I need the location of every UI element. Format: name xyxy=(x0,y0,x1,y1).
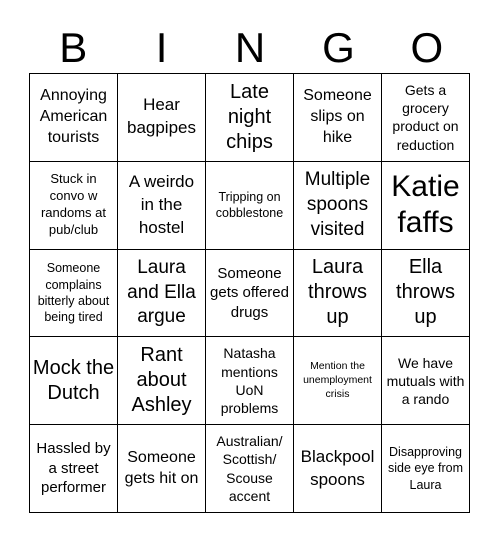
header-letter-g: G xyxy=(322,24,355,71)
bingo-cell[interactable]: Natasha mentions UoN problems xyxy=(206,337,294,425)
bingo-cell[interactable]: Rant about Ashley xyxy=(118,337,206,425)
bingo-cell[interactable]: Someone complains bitterly about being tired xyxy=(30,250,118,338)
bingo-cell[interactable]: Hassled by a street performer xyxy=(30,425,118,513)
bingo-cell[interactable]: Hear bagpipes xyxy=(118,74,206,162)
bingo-cell[interactable]: Someone gets hit on xyxy=(118,425,206,513)
bingo-cell[interactable]: Laura and Ella argue xyxy=(118,250,206,338)
bingo-cell[interactable]: Multiple spoons visited xyxy=(294,162,382,250)
bingo-cell[interactable]: Laura throws up xyxy=(294,250,382,338)
bingo-cell[interactable]: Someone slips on hike xyxy=(294,74,382,162)
bingo-cell[interactable]: Mock the Dutch xyxy=(30,337,118,425)
bingo-card-grid xyxy=(29,73,470,513)
bingo-cell[interactable]: Mention the unemployment crisis xyxy=(294,337,382,425)
bingo-cell[interactable]: Late night chips xyxy=(206,74,294,162)
header-letter-i: I xyxy=(155,24,168,71)
header-letter-b: B xyxy=(59,24,88,71)
bingo-cell[interactable]: Tripping on cobblestone xyxy=(206,162,294,250)
bingo-cell[interactable]: Disapproving side eye from Laura xyxy=(382,425,470,513)
header-letter-o: O xyxy=(410,24,444,71)
bingo-cell[interactable]: Katie faffs xyxy=(382,162,470,250)
bingo-cell[interactable]: Australian/ Scottish/ Scouse accent xyxy=(206,425,294,513)
bingo-cell[interactable]: Blackpool spoons xyxy=(294,425,382,513)
bingo-cell[interactable]: Stuck in convo w randoms at pub/club xyxy=(30,162,118,250)
bingo-header xyxy=(29,22,471,74)
bingo-cell[interactable]: Someone gets offered drugs xyxy=(206,250,294,338)
bingo-cell[interactable]: Annoying American tourists xyxy=(30,74,118,162)
bingo-cell[interactable]: Gets a grocery product on reduction xyxy=(382,74,470,162)
bingo-cell[interactable]: Ella throws up xyxy=(382,250,470,338)
bingo-cell[interactable]: A weirdo in the hostel xyxy=(118,162,206,250)
header-letter-n: N xyxy=(234,24,266,71)
bingo-cell[interactable]: We have mutuals with a rando xyxy=(382,337,470,425)
